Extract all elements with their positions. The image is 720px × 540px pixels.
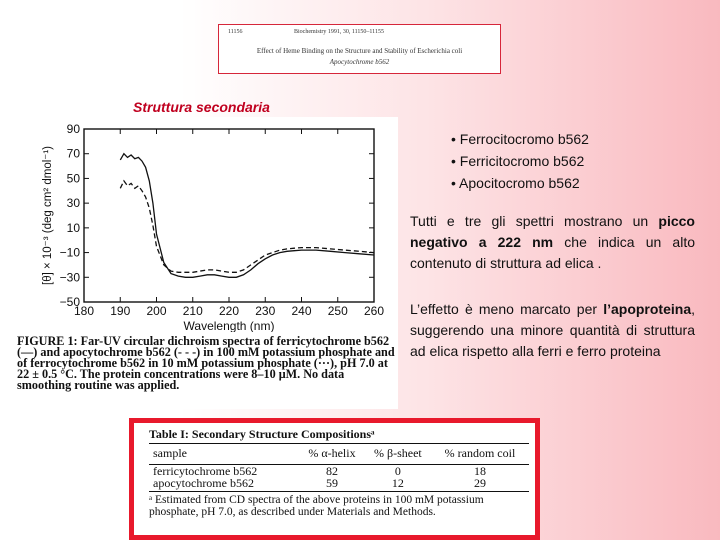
x-tick-label: 200	[146, 304, 167, 318]
table-cell: 29	[473, 476, 486, 490]
para2-text: L’effetto è meno marcato per	[410, 301, 604, 317]
citation-right: Biochemistry 1991, 30, 11150–11155	[294, 29, 384, 35]
x-tick-label: 230	[255, 304, 276, 318]
para1-text-end: che indica un alto contenuto di struttura ad elica .	[410, 234, 695, 271]
table-cell: 82	[325, 464, 338, 478]
y-tick-label: 10	[66, 220, 80, 235]
table-title: Table I: Secondary Structure Compositionsᵃ	[149, 427, 375, 441]
conclusion-paragraph	[410, 299, 695, 362]
y-tick-label: −10	[59, 245, 80, 260]
table-cell: ferricytochrome b562	[153, 464, 258, 478]
paper-title-line2: Apocytochrome b562	[329, 58, 390, 66]
col-header: % α-helix	[308, 446, 356, 460]
para1-highlight: picco negativo a 222 nm	[410, 213, 695, 250]
y-tick-label: 70	[66, 146, 80, 161]
figure-caption: FIGURE 1: Far-UV circular dichroism spectra of ferricytochrome b562 (—) and apocytochrome b562 (- - -) in 100 mM potassium phosphate and of ferrocytochrome b562 in 10 mM potassium phosphate (···), pH 7.0 at 22 ± 0.5 °C. The protein concentrations were 8–10 μM. No data smoothing routine was applied.	[17, 334, 395, 392]
x-tick-label: 250	[327, 304, 348, 318]
para2-text-end: , suggerendo una minore quantità di struttura ad elica rispetto alla ferri e ferro proteina	[410, 301, 695, 359]
table-footnote: ᵃ Estimated from CD spectra of the above proteins in 100 mM potassium phosphate, pH 7.0, as described under Materials and Methods.	[149, 494, 484, 518]
y-tick-label: −30	[59, 270, 80, 285]
paper-title-line1: Effect of Heme Binding on the Structure and Stability of Escherichia coli	[256, 47, 463, 55]
table-cell: 12	[391, 476, 404, 490]
x-tick-label: 260	[363, 304, 385, 318]
series-line-dashed	[120, 181, 374, 272]
table-cell: 0	[394, 464, 401, 478]
col-header: % β-sheet	[373, 446, 422, 460]
y-tick-label: 90	[66, 122, 80, 136]
plot-frame	[84, 129, 374, 302]
col-header: % random coil	[444, 446, 516, 460]
x-tick-label: 210	[182, 304, 203, 318]
para1-text: Tutti e tre gli spettri mostrano un	[410, 213, 659, 229]
observation-paragraph	[410, 211, 695, 274]
protein-list	[451, 128, 589, 194]
protein-list-item: • Ferricitocromo b562	[451, 150, 589, 172]
y-tick-label: −50	[59, 295, 80, 309]
y-axis-label: [θ] × 10⁻³ (deg cm² dmol⁻¹)	[42, 146, 54, 285]
table-row	[149, 477, 529, 489]
table-cell: 59	[325, 476, 338, 490]
table-cell: apocytochrome b562	[153, 476, 254, 490]
secondary-structure-table-box	[129, 418, 540, 540]
x-tick-label: 220	[218, 304, 240, 318]
col-header: sample	[153, 446, 187, 460]
series-line-solid	[120, 154, 374, 278]
paper-header-image	[218, 24, 501, 74]
secondary-structure-table	[149, 444, 529, 492]
citation-left: 11156	[228, 29, 243, 35]
protein-list-item: • Apocitocromo b562	[451, 172, 589, 194]
y-tick-label: 30	[66, 196, 80, 211]
cd-spectrum-figure	[15, 117, 398, 409]
x-tick-label: 180	[73, 304, 95, 318]
x-tick-label: 190	[110, 304, 131, 318]
y-tick-label: 50	[66, 171, 80, 186]
x-axis-label: Wavelength (nm)	[183, 319, 275, 332]
table-rule	[149, 491, 529, 492]
cd-spectrum-chart	[15, 117, 398, 332]
table-cell: 18	[473, 464, 486, 478]
protein-list-item: • Ferrocitocromo b562	[451, 128, 589, 150]
x-tick-label: 240	[291, 304, 312, 318]
section-title: Struttura secondaria	[133, 99, 270, 115]
para2-highlight: l’apoproteina	[603, 301, 692, 317]
